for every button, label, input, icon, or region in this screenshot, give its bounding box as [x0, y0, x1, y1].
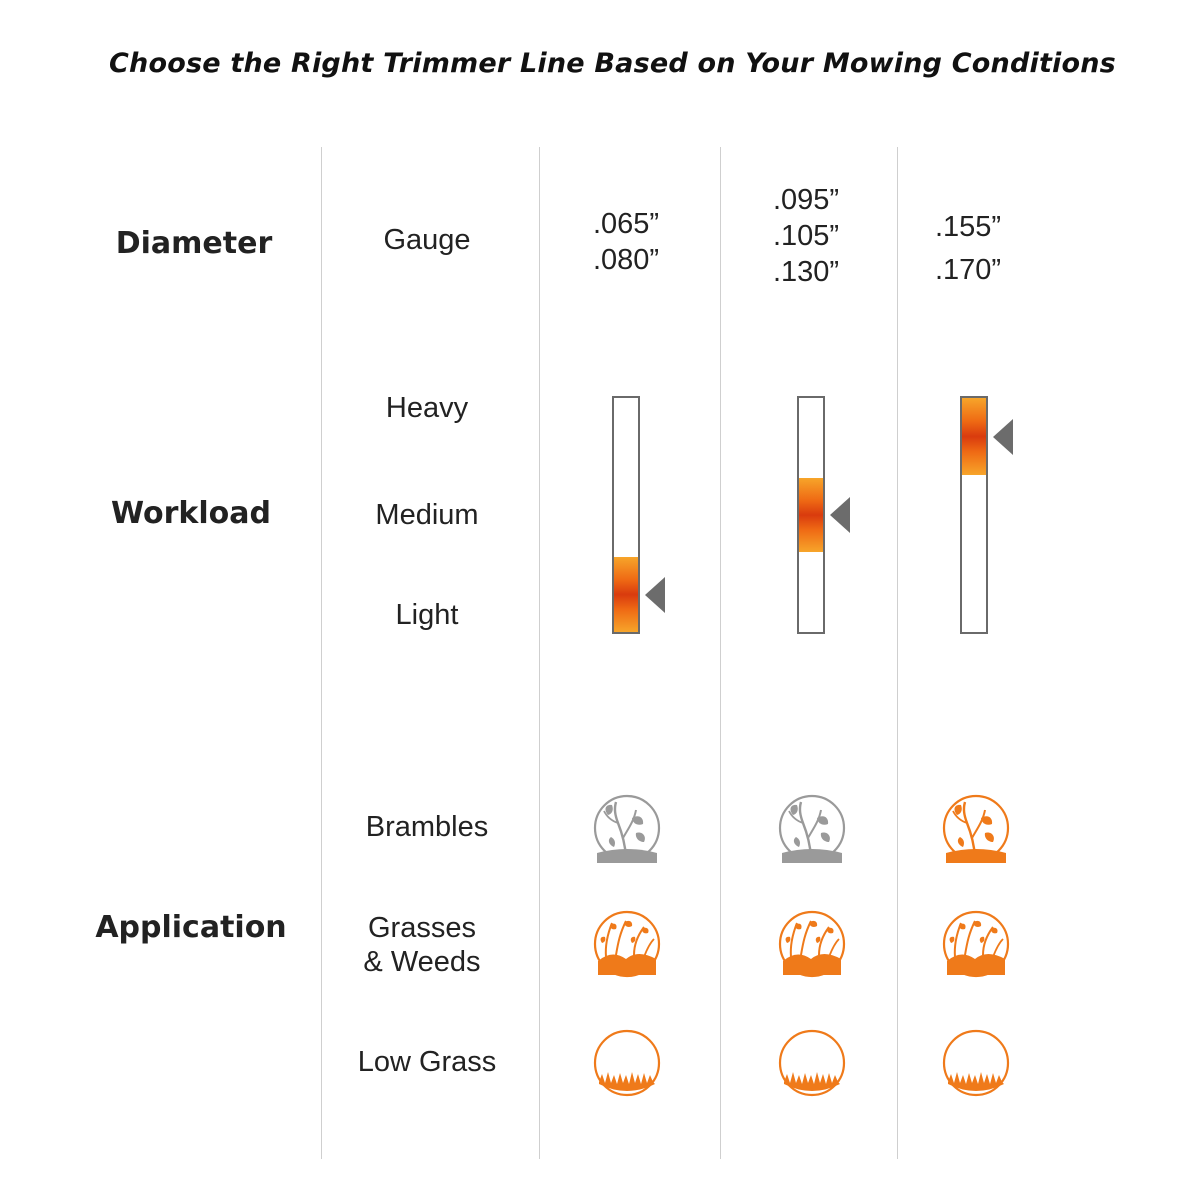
- page-title: Choose the Right Trimmer Line Based on Your Mowing Conditions: [109, 48, 1116, 79]
- row-label-brambles: Brambles: [365, 811, 489, 843]
- gauge-value: .130”: [772, 256, 840, 288]
- row-label-heavy: Heavy: [385, 392, 469, 424]
- grasses-weeds-icon: [941, 909, 1011, 979]
- low-grass-icon: [592, 1028, 662, 1098]
- workload-bar-fill: [962, 398, 986, 475]
- gauge-value: .095”: [772, 184, 840, 216]
- gauge-value: .065”: [592, 208, 660, 240]
- section-application: Application: [95, 910, 287, 945]
- workload-bar-fill: [799, 478, 823, 553]
- column-divider: [897, 147, 898, 1159]
- low-grass-icon: [941, 1028, 1011, 1098]
- bramble-plant-icon: [777, 793, 847, 863]
- gauge-list-light: [546, 206, 706, 278]
- workload-bar: [960, 396, 988, 634]
- row-label-light: Light: [395, 599, 459, 631]
- low-grass-icon: [777, 1028, 847, 1098]
- workload-bar-fill: [614, 557, 638, 632]
- gauge-value: .170”: [934, 254, 1002, 286]
- row-label-grasses-line1: Grasses: [368, 912, 476, 944]
- workload-bar: [797, 396, 825, 634]
- gauge-value: .105”: [772, 220, 840, 252]
- row-label-low-grass: Low Grass: [357, 1046, 497, 1078]
- gauge-list-heavy: [888, 206, 1048, 292]
- grasses-weeds-icon: [777, 909, 847, 979]
- workload-pointer: [993, 419, 1013, 455]
- grasses-weeds-icon: [592, 909, 662, 979]
- workload-pointer: [830, 497, 850, 533]
- bramble-plant-icon: [592, 793, 662, 863]
- gauge-list-medium: [726, 182, 886, 290]
- row-label-grasses-weeds: [312, 911, 532, 979]
- column-divider: [720, 147, 721, 1159]
- column-divider: [539, 147, 540, 1159]
- gauge-value: .080”: [592, 244, 660, 276]
- row-label-grasses-line2: & Weeds: [363, 946, 481, 978]
- bramble-plant-icon: [941, 793, 1011, 863]
- workload-pointer: [645, 577, 665, 613]
- column-divider: [321, 147, 322, 1159]
- gauge-value: .155”: [934, 211, 1002, 243]
- row-label-medium: Medium: [375, 499, 479, 531]
- workload-bar: [612, 396, 640, 634]
- section-workload: Workload: [111, 496, 271, 531]
- row-label-gauge: Gauge: [383, 224, 471, 256]
- section-diameter: Diameter: [115, 226, 273, 261]
